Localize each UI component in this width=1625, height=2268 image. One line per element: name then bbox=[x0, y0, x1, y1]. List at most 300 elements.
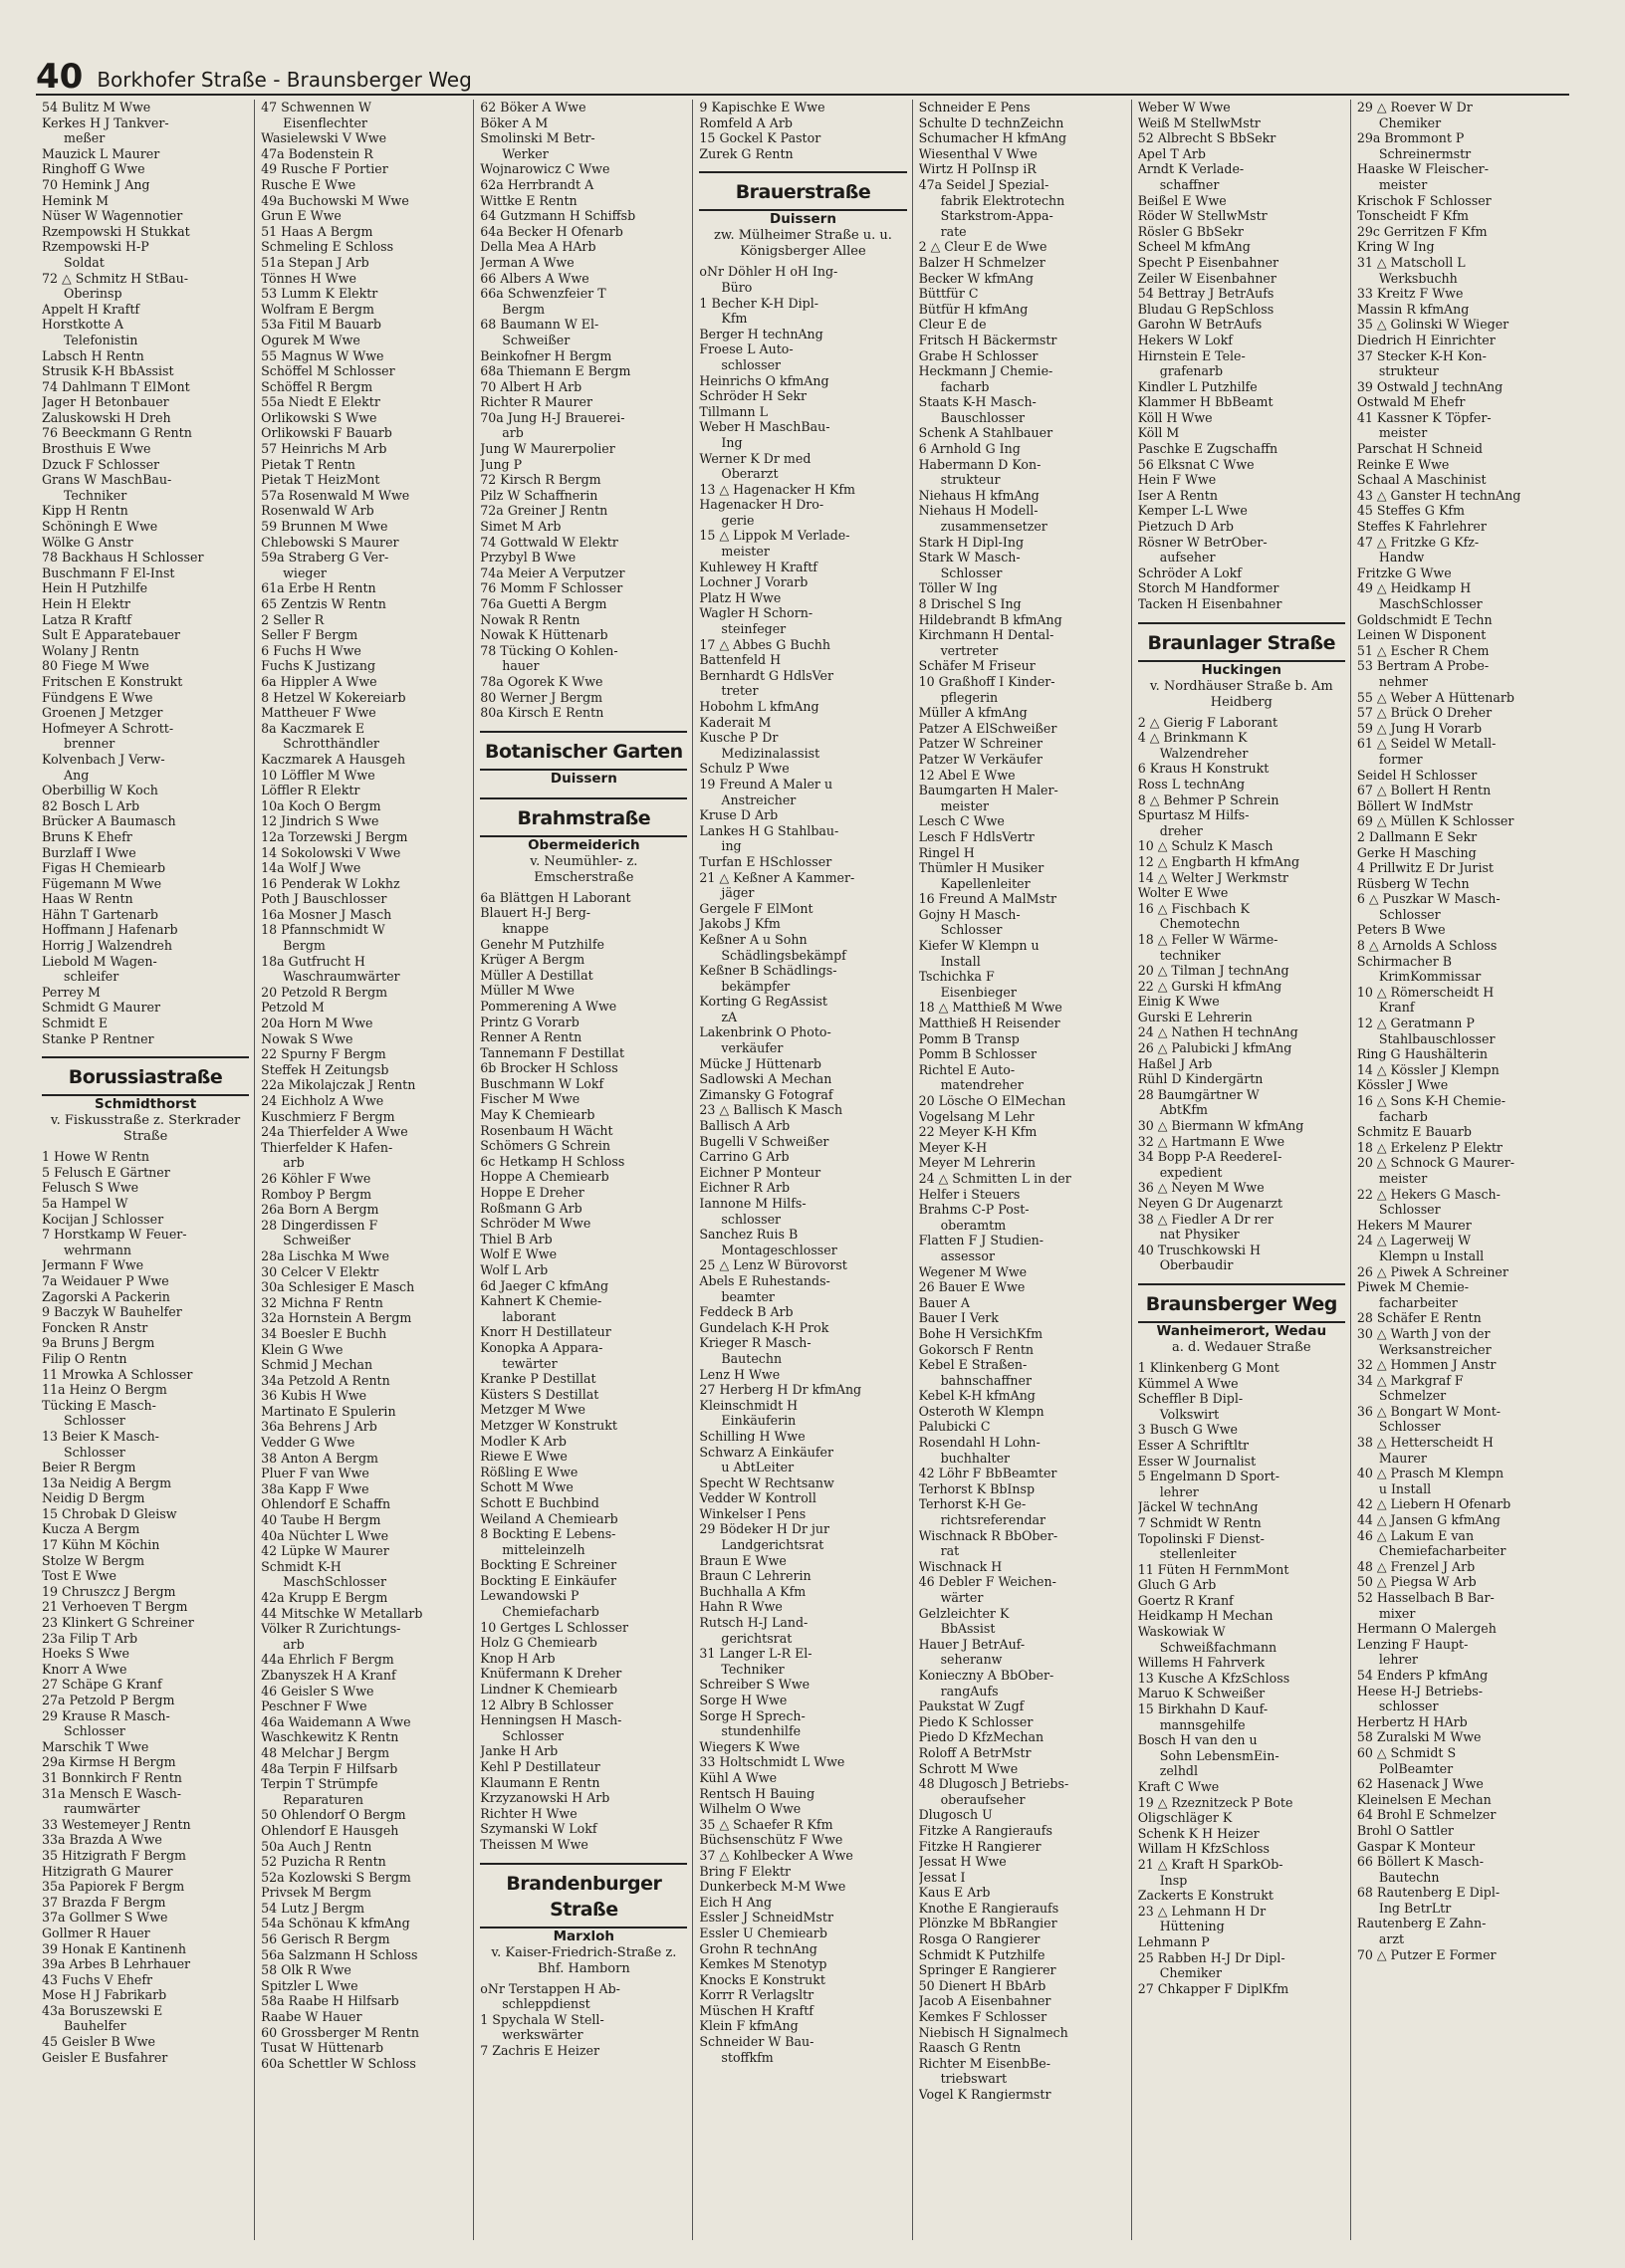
directory-entry: 4 Prillwitz E Dr Jurist bbox=[1356, 860, 1494, 876]
street-name: Borussiastraße bbox=[42, 1064, 249, 1096]
directory-entry: Ohlendorf E Hausgeh bbox=[261, 1822, 399, 1838]
directory-entry: oberamtm bbox=[940, 1217, 1007, 1233]
directory-entry: Chemotechn bbox=[1159, 916, 1241, 932]
directory-entry: Theissen M Wwe bbox=[480, 1836, 588, 1852]
directory-entry: 64 Gutzmann H Schiffsb bbox=[480, 208, 636, 224]
directory-entry: Schott M Wwe bbox=[480, 1479, 574, 1495]
directory-entry: Stahlbauschlosser bbox=[1378, 1030, 1496, 1046]
directory-entry: Schneider W Bau- bbox=[699, 2034, 814, 2050]
directory-entry: Kümmel A Wwe bbox=[1137, 1375, 1239, 1391]
directory-entry: Ing BetrLtr bbox=[1378, 1900, 1452, 1916]
directory-entry: 37 △ Kohlbecker A Wwe bbox=[699, 1847, 853, 1863]
directory-entry: Maruo K Schweißer bbox=[1137, 1686, 1266, 1701]
directory-entry: 10 Löffler M Wwe bbox=[261, 767, 375, 783]
directory-entry: Willam H KfzSchloss bbox=[1137, 1841, 1270, 1857]
directory-entry: Insp bbox=[1159, 1872, 1188, 1888]
directory-entry: 31 △ Matscholl L bbox=[1356, 254, 1466, 270]
street-heading bbox=[480, 797, 687, 886]
directory-entry: Hagenacker H Dro- bbox=[699, 497, 824, 513]
directory-entry: Walzendreher bbox=[1159, 745, 1249, 761]
directory-entry: 74a Meier A Verputzer bbox=[480, 565, 625, 580]
directory-entry: Ing bbox=[721, 434, 743, 450]
directory-entry: Bockting E Schreiner bbox=[480, 1557, 617, 1573]
directory-entry: Wittke E Rentn bbox=[480, 192, 578, 208]
directory-entry: Figas H Chemiearb bbox=[42, 860, 166, 876]
directory-entry: Lenz H Wwe bbox=[699, 1366, 781, 1382]
directory-entry: Specht W Rechtsanw bbox=[699, 1474, 834, 1490]
street-name: Braunlager Straße bbox=[1138, 630, 1345, 662]
directory-entry: Hein H Elektr bbox=[42, 596, 130, 611]
directory-entry: Krzyzanowski H Arb bbox=[480, 1790, 610, 1806]
directory-entry: Terpin T Strümpfe bbox=[261, 1776, 378, 1792]
directory-entry: Romfeld A Arb bbox=[699, 114, 793, 130]
directory-entry: Herbertz H HArb bbox=[1356, 1713, 1468, 1729]
directory-entry: Rutsch H-J Land- bbox=[699, 1615, 809, 1631]
directory-entry: Konieczny A BbOber- bbox=[918, 1667, 1054, 1683]
directory-entry: 18 △ Erkelenz P Elektr bbox=[1356, 1139, 1503, 1155]
directory-entry: 80 Fiege M Wwe bbox=[42, 658, 149, 674]
directory-entry: Gelzleichter K bbox=[918, 1605, 1010, 1621]
directory-entry: Kemper L-L Wwe bbox=[1137, 503, 1248, 519]
directory-entry: 6c Hetkamp H Schloss bbox=[480, 1153, 625, 1169]
directory-entry: 66 Albers A Wwe bbox=[480, 270, 589, 286]
directory-entry: 46 Debler F Weichen- bbox=[918, 1574, 1056, 1590]
directory-entry: Massin R kfmAng bbox=[1356, 301, 1470, 317]
directory-entry: Chemiker bbox=[1378, 114, 1442, 130]
directory-entry: 56 Gerisch R Bergm bbox=[261, 1931, 390, 1947]
street-range-note: v. Fiskusstraße z. Sterkrader Straße bbox=[50, 1113, 241, 1145]
directory-entry: 9a Bruns J Bergm bbox=[42, 1335, 155, 1351]
directory-entry: 66 Böllert K Masch- bbox=[1356, 1854, 1484, 1870]
directory-entry: Esser A Schriftltr bbox=[1137, 1437, 1250, 1453]
directory-entry: 40a Nüchter L Wwe bbox=[261, 1527, 389, 1543]
directory-entry: Schlosser bbox=[64, 1444, 125, 1460]
directory-entry: Zaluskowski H Dreh bbox=[42, 409, 171, 425]
directory-entry: Ballisch A Arb bbox=[699, 1118, 791, 1134]
directory-entry: 27a Petzold P Bergm bbox=[42, 1693, 175, 1707]
directory-entry: Schreiber S Wwe bbox=[699, 1677, 811, 1693]
directory-entry: 5 Felusch E Gärtner bbox=[42, 1164, 170, 1180]
district-name: Duissern bbox=[770, 211, 836, 228]
directory-entry: 1 Klinkenberg G Mont bbox=[1137, 1359, 1279, 1375]
directory-entry: 51a Stepan J Arb bbox=[261, 254, 369, 270]
directory-entry: Jäckel W technAng bbox=[1137, 1499, 1259, 1515]
directory-entry: Schmidt K Putzhilfe bbox=[918, 1946, 1045, 1962]
directory-entry: 30a Schlesiger E Masch bbox=[261, 1279, 415, 1295]
directory-entry: Jessat I bbox=[918, 1869, 966, 1885]
street-heading bbox=[42, 1056, 249, 1145]
directory-entry: 10 △ Schulz K Masch bbox=[1137, 838, 1274, 854]
directory-entry: Wischnack H bbox=[918, 1558, 1003, 1574]
directory-entry: Wolfram E Bergm bbox=[261, 301, 374, 317]
directory-entry: pflegerin bbox=[940, 689, 999, 705]
directory-entry: Köll M bbox=[1137, 425, 1180, 441]
directory-entry: 16 △ Fischbach K bbox=[1137, 900, 1250, 916]
directory-entry: Kolvenbach J Verw- bbox=[42, 751, 165, 767]
directory-entry: 2 △ Gierig F Laborant bbox=[1137, 714, 1278, 730]
directory-entry: Hekers M Maurer bbox=[1356, 1217, 1472, 1233]
directory-entry: tewärter bbox=[502, 1355, 558, 1371]
directory-entry: Martinato E Spulerin bbox=[261, 1403, 396, 1419]
directory-entry: Töller W Ing bbox=[918, 580, 998, 596]
directory-entry: Jerman A Wwe bbox=[480, 254, 575, 270]
directory-entry: Mattheuer F Wwe bbox=[261, 705, 376, 721]
directory-entry: 6 Fuchs H Wwe bbox=[261, 642, 361, 658]
directory-entry: 22a Mikolajczak J Rentn bbox=[261, 1077, 416, 1093]
directory-entry: 42 △ Liebern H Ofenarb bbox=[1356, 1496, 1511, 1512]
directory-entry: Osteroth W Klempn bbox=[918, 1403, 1045, 1419]
directory-entry: stoffkfm bbox=[721, 2049, 774, 2065]
directory-entry: Schrotthändler bbox=[283, 736, 379, 752]
directory-entry: Terhorst K BbInsp bbox=[918, 1480, 1036, 1496]
directory-entry: Völker R Zurichtungs- bbox=[261, 1621, 401, 1637]
directory-entry: Schlosser bbox=[940, 565, 1003, 580]
directory-entry: Buschmann W Lokf bbox=[480, 1075, 604, 1091]
street-name: Brauerstraße bbox=[699, 179, 906, 211]
directory-entry: 43a Boruszewski E bbox=[42, 2002, 163, 2018]
directory-entry: Ang bbox=[64, 767, 90, 783]
directory-entry: 27 Schäpe G Kranf bbox=[42, 1677, 162, 1693]
directory-entry: 36 △ Neyen M Wwe bbox=[1137, 1180, 1265, 1196]
directory-entry: Piedo K Schlosser bbox=[918, 1713, 1034, 1729]
directory-entry: 2 △ Cleur E de Wwe bbox=[918, 239, 1047, 255]
directory-entry: Kehl P Destillateur bbox=[480, 1759, 600, 1774]
directory-entry: Gurski E Lehrerin bbox=[1137, 1009, 1253, 1024]
directory-entry: 29a Kirmse H Bergm bbox=[42, 1754, 176, 1770]
directory-entry: Braun E Wwe bbox=[699, 1552, 787, 1568]
directory-entry: strukteur bbox=[1378, 363, 1439, 379]
directory-entry: Hoppe E Dreher bbox=[480, 1185, 584, 1201]
district-name: Marxloh bbox=[553, 1928, 615, 1944]
directory-entry: 45 Geisler B Wwe bbox=[42, 2034, 155, 2050]
directory-entry: 16a Mosner J Masch bbox=[261, 906, 392, 922]
directory-entry: Kraft C Wwe bbox=[1137, 1779, 1220, 1794]
directory-entry: Wojnarowicz C Wwe bbox=[480, 161, 610, 177]
directory-entry: knappe bbox=[502, 920, 550, 936]
directory-entry: schleppdienst bbox=[502, 1996, 590, 2012]
directory-entry: Privsek M Bergm bbox=[261, 1885, 371, 1901]
directory-entry: Müschen H Kraftf bbox=[699, 2002, 813, 2018]
directory-entry: 20 △ Schnock G Maurer- bbox=[1356, 1155, 1515, 1171]
directory-entry: Knothe E Rangieraufs bbox=[918, 1900, 1059, 1916]
directory-entry: Stolze W Bergm bbox=[42, 1552, 145, 1568]
directory-entry: Sult E Apparatebauer bbox=[42, 627, 180, 643]
directory-entry: 52 Hasselbach B Bar- bbox=[1356, 1590, 1495, 1605]
directory-entry: 28 Schäfer E Rentn bbox=[1356, 1310, 1482, 1326]
directory-entry: Anstreicher bbox=[721, 792, 797, 807]
directory-entry: 31a Mensch E Wasch- bbox=[42, 1785, 182, 1801]
directory-entry: Schmidt G Maurer bbox=[42, 1000, 160, 1016]
directory-entry: hauer bbox=[502, 658, 540, 674]
directory-entry: 6a Blättgen H Laborant bbox=[480, 889, 631, 905]
street-range-note: zw. Mülheimer Straße u. u. Königsberger Allee bbox=[714, 228, 892, 260]
directory-entry: matendreher bbox=[940, 1077, 1024, 1093]
directory-entry: Jermann F Wwe bbox=[42, 1257, 144, 1273]
directory-entry: 19 △ Rzeznitzeck P Bote bbox=[1137, 1794, 1293, 1810]
directory-entry: Springer E Rangierer bbox=[918, 1962, 1056, 1978]
directory-entry: 52 Albrecht S BbSekr bbox=[1137, 130, 1277, 146]
directory-entry: 49a Buchowski M Wwe bbox=[261, 192, 409, 208]
directory-entry: Strusik K-H BbAssist bbox=[42, 363, 174, 379]
directory-entry: Dlugosch U bbox=[918, 1807, 993, 1823]
directory-entry: Wegener M Wwe bbox=[918, 1263, 1028, 1279]
directory-entry: werkswärter bbox=[502, 2027, 583, 2043]
directory-entry: 36 △ Bongart W Mont- bbox=[1356, 1403, 1502, 1419]
directory-entry: 38 Anton A Bergm bbox=[261, 1450, 378, 1466]
directory-entry: 13 Kusche A KfzSchloss bbox=[1137, 1670, 1290, 1686]
directory-entry: Knüfermann K Dreher bbox=[480, 1666, 622, 1682]
directory-entry: Wiesenthal V Wwe bbox=[918, 145, 1038, 161]
street-heading bbox=[699, 171, 906, 260]
directory-entry: Lindner K Chemiearb bbox=[480, 1682, 618, 1698]
district-name: Obermeiderich bbox=[528, 836, 640, 853]
directory-entry: 48a Terpin F Hilfsarb bbox=[261, 1760, 398, 1776]
directory-entry: Kühl A Wwe bbox=[699, 1769, 778, 1785]
directory-entry: Kindler L Putzhilfe bbox=[1137, 378, 1258, 394]
directory-entry: Riewe E Wwe bbox=[480, 1449, 568, 1465]
directory-entry: Kranf bbox=[1378, 1000, 1415, 1016]
directory-entry: Rzempowski H-P bbox=[42, 239, 149, 255]
directory-entry: KrimKommissar bbox=[1378, 969, 1482, 985]
directory-entry: 60 △ Schmidt S bbox=[1356, 1744, 1457, 1760]
directory-entry: bahnschaffner bbox=[940, 1372, 1033, 1388]
directory-entry: 38 △ Fiedler A Dr rer bbox=[1137, 1211, 1274, 1227]
directory-entry: zelhdl bbox=[1159, 1763, 1199, 1779]
directory-entry: Bernhardt G HdlsVer bbox=[699, 667, 834, 683]
directory-entry: Gaspar K Monteur bbox=[1356, 1838, 1476, 1854]
directory-entry: 35 Hitzigrath F Bergm bbox=[42, 1847, 187, 1863]
directory-entry: Lesch C Wwe bbox=[918, 813, 1005, 829]
directory-entry: Renner A Rentn bbox=[480, 1029, 582, 1045]
directory-entry: Schmidt E bbox=[42, 1016, 109, 1031]
directory-entry: Waschkewitz K Rentn bbox=[261, 1729, 399, 1745]
directory-entry: Löffler R Elektr bbox=[261, 783, 360, 798]
directory-entry: 21 △ Kraft H SparkOb- bbox=[1137, 1856, 1283, 1872]
directory-entry: Brosthuis E Wwe bbox=[42, 441, 151, 457]
directory-entry: Werksanstreicher bbox=[1378, 1341, 1492, 1357]
directory-entry: Schaal A Maschinist bbox=[1356, 472, 1487, 488]
directory-entry: 30 △ Biermann W kfmAng bbox=[1137, 1118, 1304, 1134]
district-name: Wanheimerort, Wedau bbox=[1156, 1322, 1327, 1339]
directory-entry: Krieger R Masch- bbox=[699, 1335, 812, 1351]
directory-entry: Tönnes H Wwe bbox=[261, 270, 356, 286]
directory-entry: Heinrichs O kfmAng bbox=[699, 372, 829, 388]
directory-entry: 7 Horstkamp W Feuer- bbox=[42, 1227, 187, 1243]
directory-entry: Medizinalassist bbox=[721, 745, 820, 761]
directory-entry: Handw bbox=[1378, 550, 1425, 566]
directory-entry: 68 Rautenberg E Dipl- bbox=[1356, 1885, 1501, 1901]
directory-entry: Petzold M bbox=[261, 1000, 325, 1016]
directory-entry: Kaczmarek A Hausgeh bbox=[261, 751, 406, 767]
directory-entry: Goldschmidt E Techn bbox=[1356, 611, 1493, 627]
directory-entry: Kleinschmidt H bbox=[699, 1397, 799, 1413]
directory-entry: Bauer I Verk bbox=[918, 1310, 999, 1326]
directory-entry: Lenzing F Haupt- bbox=[1356, 1636, 1469, 1652]
directory-entry: Schlosser bbox=[64, 1723, 125, 1739]
directory-entry: strukteur bbox=[940, 472, 1001, 488]
directory-entry: Wolf L Arb bbox=[480, 1262, 549, 1277]
directory-entry: Gokorsch F Rentn bbox=[918, 1341, 1035, 1357]
directory-entry: Hoppe A Chemiearb bbox=[480, 1169, 609, 1185]
directory-entry: Rösner W BetrOber- bbox=[1137, 534, 1268, 550]
directory-entry: Groenen J Metzger bbox=[42, 705, 163, 721]
directory-entry: Bugelli V Schweißer bbox=[699, 1133, 829, 1149]
directory-entry: Bautechn bbox=[1378, 1869, 1440, 1885]
directory-entry: 35 △ Golinski W Wieger bbox=[1356, 317, 1509, 333]
directory-entry: Buschmann F El-Inst bbox=[42, 565, 175, 580]
directory-entry: Essler J SchneidMstr bbox=[699, 1910, 833, 1926]
directory-entry: bekämpfer bbox=[721, 978, 791, 994]
directory-entry: 15 Gockel K Pastor bbox=[699, 130, 821, 146]
directory-entry: Thiel B Arb bbox=[480, 1231, 553, 1247]
directory-entry: 33 Holtschmidt L Wwe bbox=[699, 1754, 845, 1770]
directory-entry: 7 Schmidt W Rentn bbox=[1137, 1514, 1262, 1530]
directory-entry: meister bbox=[1378, 1170, 1428, 1186]
directory-entry: Paschke E Zugschaffn bbox=[1137, 441, 1278, 457]
directory-entry: Smolinski M Betr- bbox=[480, 130, 595, 146]
street-range-note: v. Kaiser-Friedrich-Straße z. Bhf. Hamborn bbox=[491, 1944, 677, 1976]
directory-entry: Eich H Ang bbox=[699, 1894, 773, 1910]
directory-entry: Latza R Kraftf bbox=[42, 611, 131, 627]
directory-entry: Berger H technAng bbox=[699, 326, 823, 341]
directory-entry: Hofmeyer A Schrott- bbox=[42, 720, 174, 736]
directory-entry: Schwarz A Einkäufer bbox=[699, 1444, 833, 1460]
directory-entry: 23 △ Lehmann H Dr bbox=[1137, 1903, 1267, 1919]
directory-entry: 17 △ Abbes G Buchh bbox=[699, 636, 830, 652]
directory-entry: dreher bbox=[1159, 822, 1203, 838]
directory-entry: Kuhlewey H Kraftf bbox=[699, 559, 817, 574]
directory-entry: Kipp H Rentn bbox=[42, 503, 128, 519]
directory-entry: Hähn T Gartenarb bbox=[42, 906, 158, 922]
directory-entry: Einig K Wwe bbox=[1137, 994, 1220, 1010]
directory-entry: Bring F Elektr bbox=[699, 1863, 792, 1879]
directory-entry: Klein G Wwe bbox=[261, 1341, 344, 1357]
directory-entry: 64a Becker H Ofenarb bbox=[480, 223, 623, 239]
directory-entry: Vogel K Rangiermstr bbox=[918, 2087, 1051, 2102]
directory-entry: 55a Niedt E Elektr bbox=[261, 394, 380, 410]
directory-entry: Foncken R Anstr bbox=[42, 1319, 148, 1335]
directory-entry: Reparaturen bbox=[283, 1791, 363, 1807]
directory-entry: 47 Schwennen W bbox=[261, 100, 371, 114]
directory-entry: 33a Brazda A Wwe bbox=[42, 1832, 162, 1848]
directory-entry: Marschik T Wwe bbox=[42, 1738, 149, 1754]
directory-entry: Niehaus H kfmAng bbox=[918, 487, 1040, 503]
directory-entry: Krischok F Schlosser bbox=[1356, 192, 1492, 208]
street-range-note: a. d. Wedauer Straße bbox=[1171, 1339, 1311, 1355]
directory-entry: 19 Freund A Maler u bbox=[699, 776, 833, 792]
directory-entry: zA bbox=[721, 1009, 738, 1024]
directory-entry: 29c Gerritzen F Kfm bbox=[1356, 223, 1488, 239]
street-range-note: v. Neumühler- z. Emscherstraße bbox=[530, 853, 638, 885]
directory-entry: Bütfür H kfmAng bbox=[918, 301, 1029, 317]
directory-entry: 27 Chkapper F DiplKfm bbox=[1137, 1980, 1289, 1996]
directory-entry: Eichner R Arb bbox=[699, 1180, 791, 1196]
directory-entry: rate bbox=[940, 223, 967, 239]
directory-entry: 28a Lischka M Wwe bbox=[261, 1247, 389, 1263]
directory-entry: Hobohm L kfmAng bbox=[699, 699, 819, 714]
directory-entry: 29 Krause R Masch- bbox=[42, 1707, 170, 1723]
directory-entry: Schulz P Wwe bbox=[699, 761, 790, 777]
directory-entry: Kaderait M bbox=[699, 714, 772, 730]
directory-entry: meister bbox=[721, 544, 770, 560]
directory-entry: Szymanski W Lokf bbox=[480, 1821, 597, 1837]
directory-entry: Rosendahl H Lohn- bbox=[918, 1435, 1041, 1451]
directory-entry: Kring W Ing bbox=[1356, 239, 1435, 255]
directory-entry: Jacob A Eisenbahner bbox=[918, 1993, 1051, 2009]
directory-entry: 48 Melchar J Bergm bbox=[261, 1744, 390, 1760]
directory-entry: Della Mea A HArb bbox=[480, 239, 596, 255]
directory-entry: 40 Truschkowski H bbox=[1137, 1242, 1261, 1257]
directory-entry: Jessat H Wwe bbox=[918, 1854, 1007, 1870]
street-name: Botanischer Garten bbox=[480, 739, 687, 771]
directory-entry: Kebel K-H kfmAng bbox=[918, 1388, 1036, 1404]
directory-entry: 34 △ Markgraf F bbox=[1356, 1372, 1464, 1388]
directory-entry: Bohe H VersichKfm bbox=[918, 1325, 1044, 1341]
directory-entry: Thierfelder K Hafen- bbox=[261, 1139, 393, 1155]
directory-entry: 1 Spychala W Stell- bbox=[480, 2011, 604, 2027]
directory-entry: Bauer A bbox=[918, 1294, 971, 1310]
directory-entry: 44 Mitschke W Metallarb bbox=[261, 1605, 423, 1621]
directory-entry: 9 Kapischke E Wwe bbox=[699, 100, 825, 114]
directory-entry: Fitzke H Rangierer bbox=[918, 1838, 1042, 1854]
directory-entry: Seller F Bergm bbox=[261, 627, 358, 643]
directory-entry: Becker W kfmAng bbox=[918, 270, 1034, 286]
directory-entry: Seidel H Schlosser bbox=[1356, 767, 1478, 783]
directory-entry: Kerkes H J Tankver- bbox=[42, 114, 169, 130]
directory-entry: Genehr M Putzhilfe bbox=[480, 936, 604, 952]
directory-entry: Schlosser bbox=[1378, 1419, 1441, 1435]
directory-entry: Essler U Chemiearb bbox=[699, 1925, 827, 1940]
directory-entry: Richter R Maurer bbox=[480, 394, 592, 410]
directory-entry: Turfan E HSchlosser bbox=[699, 853, 832, 869]
directory-entry: Patzer W Verkäufer bbox=[918, 751, 1043, 767]
directory-entry: schaffner bbox=[1159, 176, 1220, 192]
directory-entry: Schulte D technZeichn bbox=[918, 114, 1064, 130]
directory-entry: 23 △ Ballisch K Masch bbox=[699, 1102, 843, 1118]
directory-entry: Flatten F J Studien- bbox=[918, 1233, 1045, 1248]
directory-entry: Knorr A Wwe bbox=[42, 1661, 127, 1677]
directory-entry: Tücking E Masch- bbox=[42, 1397, 156, 1413]
directory-entry: 44 △ Jansen G kfmAng bbox=[1356, 1512, 1501, 1528]
directory-entry: Bauschlosser bbox=[940, 409, 1026, 425]
directory-entry: raumwärter bbox=[64, 1801, 140, 1817]
directory-entry: Terhorst K-H Ge- bbox=[918, 1496, 1027, 1512]
directory-entry: Winkelser I Pens bbox=[699, 1505, 807, 1521]
directory-entry: Wolter E Wwe bbox=[1137, 885, 1229, 901]
directory-entry: Gluch G Arb bbox=[1137, 1577, 1217, 1593]
directory-entry: Palubicki C bbox=[918, 1419, 991, 1435]
directory-entry: Schöffel R Bergm bbox=[261, 378, 373, 394]
directory-entry: 32 △ Hartmann E Wwe bbox=[1137, 1133, 1285, 1149]
directory-entry: Richter M EisenbBe- bbox=[918, 2055, 1050, 2071]
directory-entry: 68a Thiemann E Bergm bbox=[480, 363, 631, 379]
directory-entry: Grohn R technAng bbox=[699, 1940, 817, 1956]
directory-entry: 50a Auch J Rentn bbox=[261, 1838, 372, 1854]
directory-entry: Geisler E Busfahrer bbox=[42, 2049, 168, 2065]
directory-entry: Blauert H-J Berg- bbox=[480, 905, 591, 921]
running-title: Borkhofer Straße - Braunsberger Weg bbox=[97, 68, 472, 92]
directory-entry: 12 △ Geratmann P bbox=[1356, 1016, 1475, 1031]
directory-entry: Fritschen E Konstrukt bbox=[42, 673, 183, 689]
directory-entry: 12 Albry B Schlosser bbox=[480, 1697, 613, 1712]
directory-entry: brenner bbox=[64, 736, 116, 752]
page-header bbox=[36, 54, 1569, 96]
directory-entry: Iannone M Hilfs- bbox=[699, 1196, 807, 1211]
directory-entry: Schmid J Mechan bbox=[261, 1357, 373, 1373]
directory-entry: Schneider E Pens bbox=[918, 100, 1031, 114]
directory-entry: Rosga O Rangierer bbox=[918, 1931, 1041, 1947]
street-heading bbox=[480, 1863, 687, 1977]
